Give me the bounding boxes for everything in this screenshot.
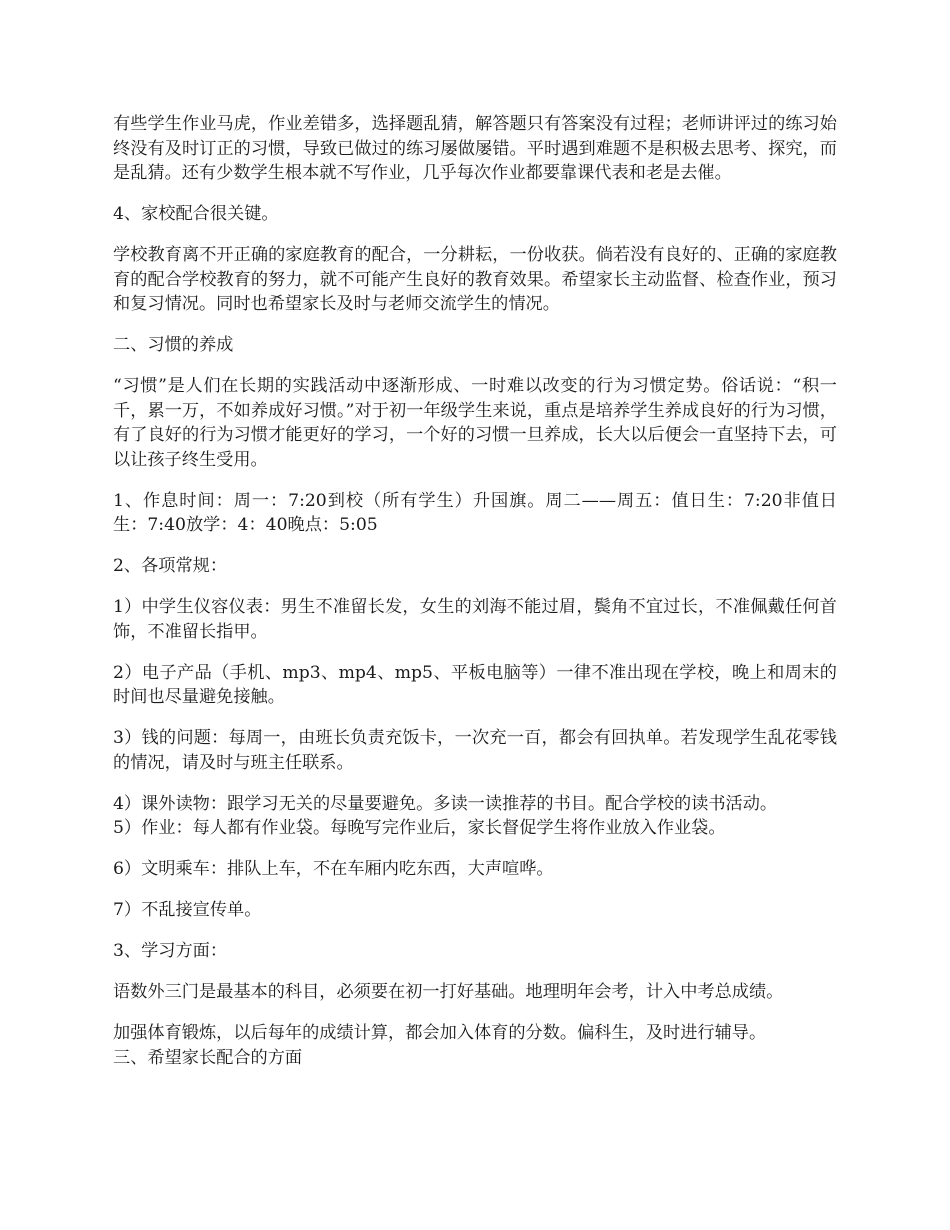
rule-electronics: 2）电子产品（手机、mp3、mp4、mp5、平板电脑等）一律不准出现在学校，晚上和周末的时间也尽量避免接触。 — [113, 662, 837, 707]
document-page — [113, 112, 837, 1087]
heading-routines: 2、各项常规： — [113, 556, 228, 576]
paragraph-physical-education: 加强体育锻炼，以后每年的成绩计算，都会加入体育的分数。偏科生，及时进行辅导。 — [113, 1023, 767, 1043]
paragraph-schedule: 1、作息时间：周一：7:20到校（所有学生）升国旗。周二——周五：值日生：7:20非值日生：7:40放学：4：40晚点：5:05 — [113, 490, 837, 535]
paragraph-homework-issues: 有些学生作业马虎，作业差错多，选择题乱猜，解答题只有答案没有过程；老师讲评过的练习始终没有及时订正的习惯，导致已做过的练习屡做屡错。平时遇到难题不是积极去思考、探究，而是乱猜。还有少数学生根本就不写作业，几乎每次作业都要靠课代表和老是去催。 — [113, 114, 837, 183]
paragraph-core-subjects: 语数外三门是最基本的科目，必须要在初一打好基础。地理明年会考，计入中考总成绩。 — [113, 982, 784, 1002]
rule-flyers: 7）不乱接宣传单。 — [113, 900, 262, 920]
section-heading-parent-cooperation: 三、希望家长配合的方面 — [113, 1047, 303, 1068]
rule-homework-bag: 5）作业：每人都有作业袋。每晚写完作业后，家长督促学生将作业放入作业袋。 — [113, 818, 726, 838]
paragraph-family-education: 学校教育离不开正确的家庭教育的配合，一分耕耘，一份收获。倘若没有良好的、正确的家庭教育的配合学校教育的努力，就不可能产生良好的教育效果。希望家长主动监督、检查作业，预习和复习情况。同时也希望家长及时与老师交流学生的情况。 — [113, 245, 837, 314]
paragraph-habit-definition: “习惯”是人们在长期的实践活动中逐渐形成、一时难以改变的行为习惯定势。俗话说：“积一千，累一万，不如养成好习惯。”对于初一年级学生来说，重点是培养学生养成良好的行为习惯，有了良好的行为习惯才能更好的学习，一个好的习惯一旦养成，长大以后便会一直坚持下去，可以让孩子终生受用。 — [113, 376, 837, 470]
heading-home-school-cooperation: 4、家校配合很关键。 — [113, 204, 279, 224]
heading-study: 3、学习方面： — [113, 941, 228, 961]
rule-reading: 4）课外读物：跟学习无关的尽量要避免。多读一读推荐的书目。配合学校的读书活动。 — [113, 793, 778, 814]
section-heading-habits: 二、习惯的养成 — [113, 335, 234, 355]
rule-appearance: 1）中学生仪容仪表：男生不准留长发，女生的刘海不能过眉，鬓角不宜过长，不准佩戴任何首饰，不准留长指甲。 — [113, 597, 837, 642]
rule-money: 3）钱的问题：每周一，由班长负责充饭卡，一次充一百，都会有回执单。若发现学生乱花零钱的情况，请及时与班主任联系。 — [113, 728, 837, 773]
rule-bus-behavior: 6）文明乘车：排队上车，不在车厢内吃东西，大声喧哗。 — [113, 859, 554, 879]
